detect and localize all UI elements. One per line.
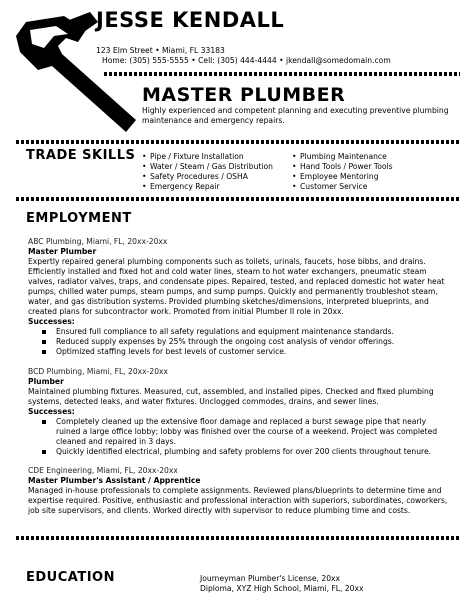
skills-bottom-divider <box>16 197 460 201</box>
job-description: Expertly repaired general plumbing components such as toilets, urinals, faucets, hose bibbs, and drains. Efficiently installed and fixed hot and cold water lines, steam to hot water exchangers, pneumatic steam valves, radiator valves, traps, and condensate pipes. Repaired, tested, and replaced domestic hot water heat pumps, chilled water pumps, steam pumps, and sump pumps. Quickly and permanently troubleshot steam, water, and gas distribution systems. Provided plumbing sketches/dimensions, interpreted blueprints, and created plans for subcontractor work. Promoted from initial Plumber II role in 20xx. <box>28 257 445 316</box>
applicant-name: JESSE KENDALL <box>96 8 285 32</box>
skills-right-column <box>292 152 393 192</box>
job-description: Maintained plumbing fixtures. Measured, cut, assembled, and installed pipes. Checked and fixed plumbing systems, detected leaks, and water fixtures. Unclogged commodes, drains, and sewer lines. <box>28 387 434 406</box>
education-item: Journeyman Plumber's License, 20xx <box>200 574 341 583</box>
job-description: Managed in-house professionals to complete assignments. Reviewed plans/blueprints to determine time and expertise required. Positive, enthusiastic and professional interaction with superiors, subordinates, coworkers, job site supervisors, and clients. Worked directly with supervisor to reduce plumbing time and costs. <box>28 486 448 515</box>
summary: Highly experienced and competent planning and executing preventive plumbing maintenance and emergency repairs. <box>142 106 449 125</box>
job-role: Master Plumber <box>28 247 97 256</box>
success-item: Completely cleaned up the extensive floor damage and replaced a burst sewage pipe that nearly ruined a large office lobby; lobby was finished over the course of a weekend. Project was completed cleaned and repaired in 3 days. <box>56 417 448 447</box>
job-entry <box>28 237 448 357</box>
success-item: Quickly identified electrical, plumbing and safety problems for over 200 clients throughout tenure. <box>56 447 448 457</box>
skill-item: • Employee Mentoring <box>292 172 379 181</box>
education-list <box>200 574 364 594</box>
employment-heading: EMPLOYMENT <box>26 211 132 226</box>
job-company: CDE Engineering, Miami, FL, 20xx-20xx <box>28 466 178 475</box>
job-entry <box>28 367 448 457</box>
skill-item: • Pipe / Fixture Installation <box>142 152 244 161</box>
successes-list <box>28 327 448 357</box>
success-item: Reduced supply expenses by 25% through the ongoing cost analysis of vendor offerings. <box>56 337 448 347</box>
skills-top-divider <box>16 140 460 144</box>
skill-item: • Emergency Repair <box>142 182 220 191</box>
trade-skills-heading: TRADE SKILLS <box>26 148 136 163</box>
skill-item: • Water / Steam / Gas Distribution <box>142 162 273 171</box>
education-heading: EDUCATION <box>26 570 115 585</box>
skill-item: • Safety Procedures / OSHA <box>142 172 248 181</box>
education-item: Diploma, XYZ High School, Miami, FL, 20xx <box>200 584 364 593</box>
phone-email-line: Home: (305) 555-5555 • Cell: (305) 444-4444 • jkendall@somedomain.com <box>102 56 391 65</box>
successes-label: Successes: <box>28 407 75 416</box>
skill-item: • Plumbing Maintenance <box>292 152 387 161</box>
header-divider <box>104 72 460 76</box>
successes-label: Successes: <box>28 317 75 326</box>
address: 123 Elm Street • Miami, FL 33183 <box>96 46 225 55</box>
skill-item: • Hand Tools / Power Tools <box>292 162 393 171</box>
contact-info <box>96 46 391 66</box>
job-role: Master Plumber's Assistant / Apprentice <box>28 476 201 485</box>
skill-item: • Customer Service <box>292 182 368 191</box>
job-company: ABC Plumbing, Miami, FL, 20xx-20xx <box>28 237 168 246</box>
successes-list <box>28 417 448 457</box>
success-item: Optimized staffing levels for best levels of customer service. <box>56 347 448 357</box>
education-divider <box>16 536 460 540</box>
skills-left-column <box>142 152 273 192</box>
job-title: MASTER PLUMBER <box>142 84 346 106</box>
job-role: Plumber <box>28 377 64 386</box>
job-entry <box>28 466 448 516</box>
success-item: Ensured full compliance to all safety regulations and equipment maintenance standards. <box>56 327 448 337</box>
job-company: BCD Plumbing, Miami, FL, 20xx-20xx <box>28 367 169 376</box>
